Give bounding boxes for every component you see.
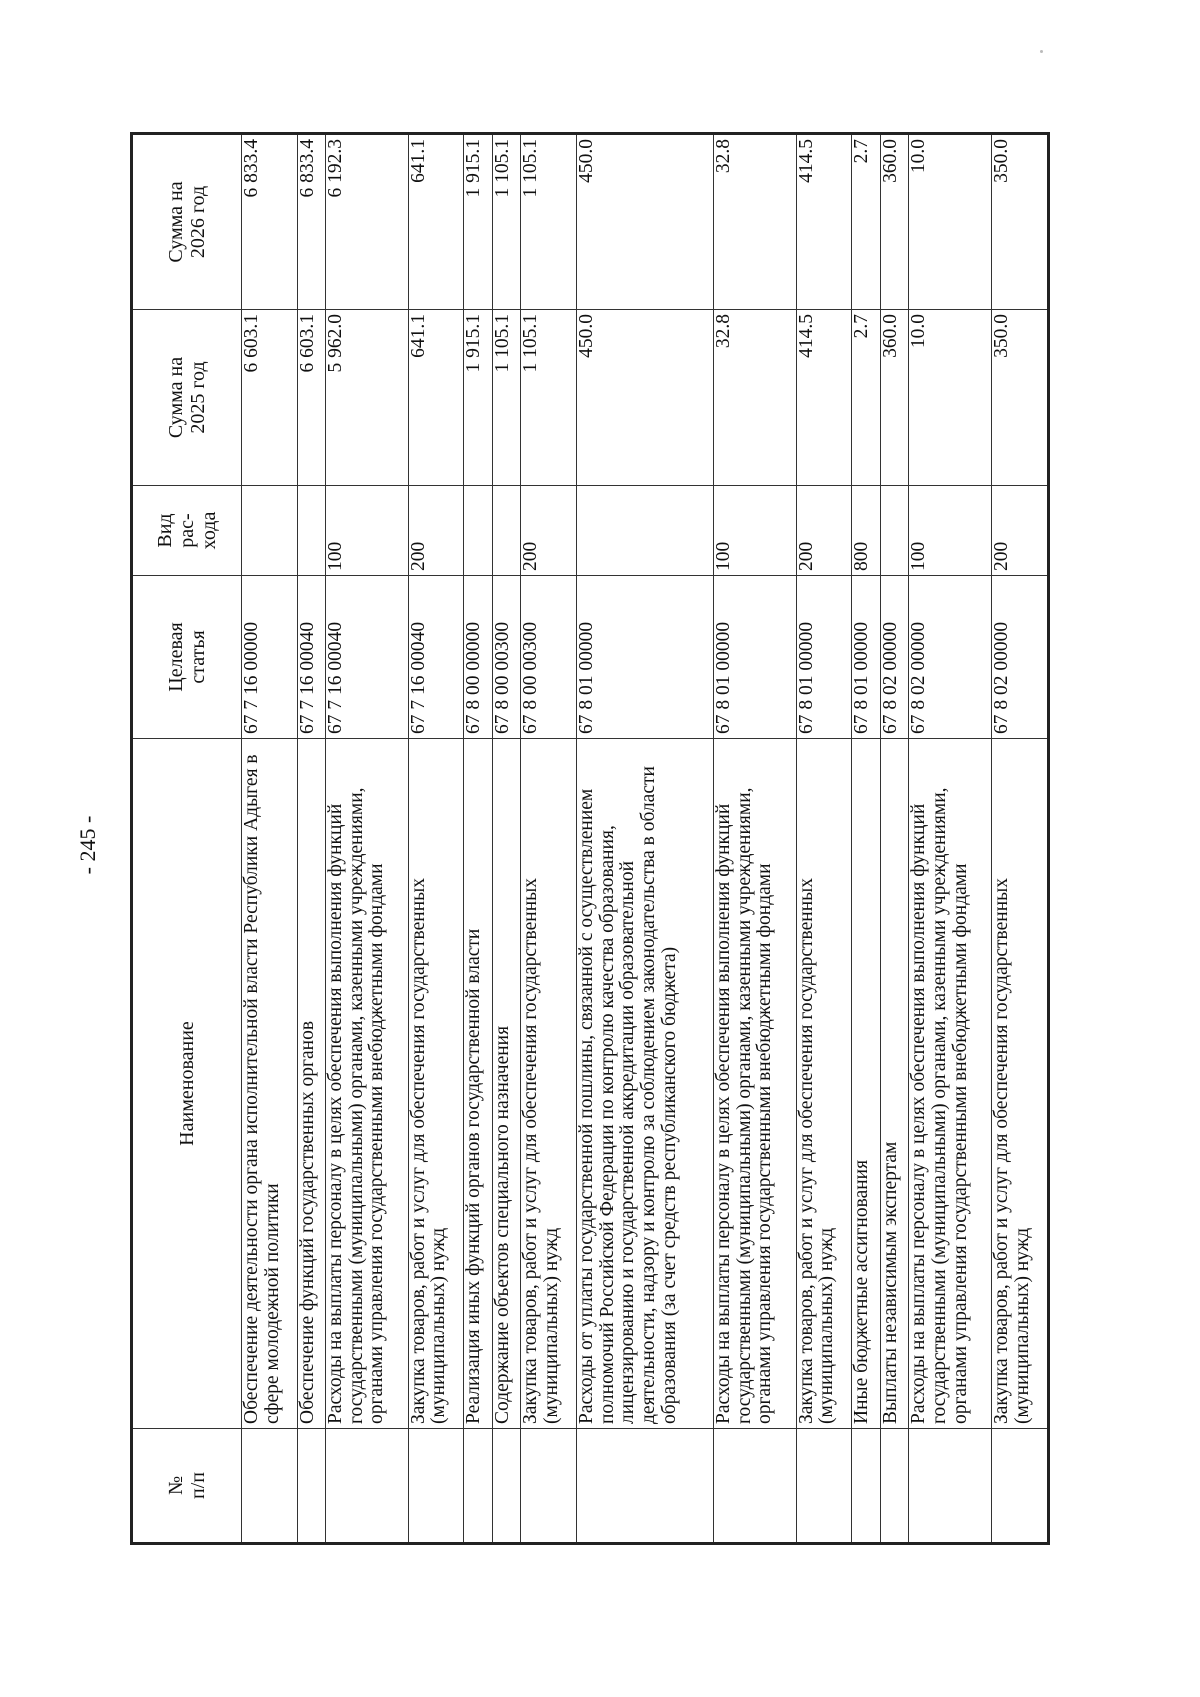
row-num xyxy=(408,1429,464,1544)
table-row xyxy=(909,134,992,1544)
table-header-row xyxy=(132,134,242,1544)
row-name: Расходы от уплаты государственной пошлины, связанной с осуществлением полномочий Российской Федерации по контролю качества образования, лицензированию и государственной аккредитации образовательной деятельности, надзору и контролю за соблюдением законодательства в области образования (за счет средств республиканского бюджета) xyxy=(576,739,713,1429)
table-row xyxy=(242,134,298,1544)
table-row xyxy=(880,134,908,1544)
row-name: Иные бюджетные ассигнования xyxy=(852,739,880,1429)
table-row xyxy=(852,134,880,1544)
row-expense-kind: 200 xyxy=(408,486,464,576)
row-name: Расходы на выплаты персоналу в целях обеспечения выполнения функций государственными (муниципальными) органами, казенными учреждениями, органами управления государственными внебюджетными фондами xyxy=(326,739,409,1429)
row-target-code: 67 8 01 00000 xyxy=(796,576,852,739)
row-num xyxy=(464,1429,492,1544)
row-sum-2025: 641.1 xyxy=(408,310,464,486)
row-sum-2025: 360.0 xyxy=(880,310,908,486)
row-sum-2026: 414.5 xyxy=(796,134,852,310)
row-expense-kind xyxy=(464,486,492,576)
row-num xyxy=(297,1429,325,1544)
table-row xyxy=(326,134,409,1544)
table-body xyxy=(242,134,1049,1544)
row-expense-kind xyxy=(492,486,520,576)
row-sum-2025: 450.0 xyxy=(576,310,713,486)
row-sum-2026: 1 105.1 xyxy=(521,134,577,310)
header-sum-2026: Сумма на 2026 год xyxy=(132,134,242,310)
row-target-code: 67 8 00 00300 xyxy=(521,576,577,739)
rotated-table-container xyxy=(130,135,1050,1545)
table-row xyxy=(464,134,492,1544)
row-sum-2025: 10.0 xyxy=(909,310,992,486)
row-expense-kind: 200 xyxy=(992,486,1049,576)
row-num xyxy=(713,1429,796,1544)
table-row xyxy=(576,134,713,1544)
row-sum-2026: 10.0 xyxy=(909,134,992,310)
row-sum-2025: 1 915.1 xyxy=(464,310,492,486)
row-num xyxy=(909,1429,992,1544)
row-sum-2025: 1 105.1 xyxy=(521,310,577,486)
row-num xyxy=(576,1429,713,1544)
row-name: Расходы на выплаты персоналу в целях обеспечения выполнения функций государственными (муниципальными) органами, казенными учреждениями, органами управления государственными внебюджетными фондами xyxy=(909,739,992,1429)
row-expense-kind: 200 xyxy=(796,486,852,576)
row-sum-2025: 350.0 xyxy=(992,310,1049,486)
header-sum-2025: Сумма на 2025 год xyxy=(132,310,242,486)
header-kind: Вид рас- хода xyxy=(132,486,242,576)
row-name: Закупка товаров, работ и услуг для обеспечения государственных (муниципальных) нужд xyxy=(992,739,1049,1429)
row-expense-kind: 200 xyxy=(521,486,577,576)
row-num xyxy=(880,1429,908,1544)
row-num xyxy=(992,1429,1049,1544)
row-sum-2025: 32.8 xyxy=(713,310,796,486)
row-num xyxy=(326,1429,409,1544)
header-name: Наименование xyxy=(132,739,242,1429)
row-sum-2026: 360.0 xyxy=(880,134,908,310)
row-sum-2026: 6 833.4 xyxy=(297,134,325,310)
row-name: Выплаты независимым экспертам xyxy=(880,739,908,1429)
row-target-code: 67 8 01 00000 xyxy=(576,576,713,739)
row-expense-kind: 800 xyxy=(852,486,880,576)
row-sum-2025: 1 105.1 xyxy=(492,310,520,486)
budget-table xyxy=(130,132,1050,1545)
row-expense-kind: 100 xyxy=(326,486,409,576)
table-row xyxy=(492,134,520,1544)
table-row xyxy=(713,134,796,1544)
row-name: Закупка товаров, работ и услуг для обеспечения государственных (муниципальных) нужд xyxy=(408,739,464,1429)
row-expense-kind xyxy=(297,486,325,576)
row-sum-2026: 450.0 xyxy=(576,134,713,310)
table-row xyxy=(297,134,325,1544)
row-name: Реализация иных функций органов государственной власти xyxy=(464,739,492,1429)
scan-speck xyxy=(1040,50,1043,53)
row-name: Обеспечение функций государственных органов xyxy=(297,739,325,1429)
row-sum-2026: 32.8 xyxy=(713,134,796,310)
table-row xyxy=(408,134,464,1544)
row-target-code: 67 8 00 00300 xyxy=(492,576,520,739)
row-target-code: 67 7 16 00000 xyxy=(242,576,298,739)
row-sum-2026: 1 915.1 xyxy=(464,134,492,310)
row-name: Расходы на выплаты персоналу в целях обеспечения выполнения функций государственными (муниципальными) органами, казенными учреждениями, органами управления государственными внебюджетными фондами xyxy=(713,739,796,1429)
row-name: Закупка товаров, работ и услуг для обеспечения государственных (муниципальных) нужд xyxy=(521,739,577,1429)
row-expense-kind xyxy=(880,486,908,576)
table-row xyxy=(796,134,852,1544)
row-target-code: 67 7 16 00040 xyxy=(297,576,325,739)
row-name: Закупка товаров, работ и услуг для обеспечения государственных (муниципальных) нужд xyxy=(796,739,852,1429)
row-target-code: 67 8 01 00000 xyxy=(852,576,880,739)
table-row xyxy=(992,134,1049,1544)
row-sum-2025: 6 603.1 xyxy=(297,310,325,486)
row-target-code: 67 8 00 00000 xyxy=(464,576,492,739)
row-expense-kind xyxy=(576,486,713,576)
row-target-code: 67 8 02 00000 xyxy=(909,576,992,739)
table-row xyxy=(521,134,577,1544)
row-target-code: 67 8 02 00000 xyxy=(880,576,908,739)
row-target-code: 67 7 16 00040 xyxy=(408,576,464,739)
row-sum-2026: 2.7 xyxy=(852,134,880,310)
row-num xyxy=(492,1429,520,1544)
row-target-code: 67 8 02 00000 xyxy=(992,576,1049,739)
row-expense-kind xyxy=(242,486,298,576)
page-number: - 245 - xyxy=(75,815,100,875)
header-code: Целевая статья xyxy=(132,576,242,739)
row-num xyxy=(852,1429,880,1544)
row-sum-2026: 6 833.4 xyxy=(242,134,298,310)
row-sum-2026: 641.1 xyxy=(408,134,464,310)
row-sum-2026: 6 192.3 xyxy=(326,134,409,310)
row-num xyxy=(521,1429,577,1544)
row-num xyxy=(796,1429,852,1544)
row-sum-2025: 2.7 xyxy=(852,310,880,486)
row-sum-2026: 350.0 xyxy=(992,134,1049,310)
header-num: № п/п xyxy=(132,1429,242,1544)
row-expense-kind: 100 xyxy=(909,486,992,576)
row-sum-2026: 1 105.1 xyxy=(492,134,520,310)
row-target-code: 67 7 16 00040 xyxy=(326,576,409,739)
row-sum-2025: 414.5 xyxy=(796,310,852,486)
row-num xyxy=(242,1429,298,1544)
row-name: Обеспечение деятельности органа исполнительной власти Республики Адыгея в сфере молодежной политики xyxy=(242,739,298,1429)
row-name: Содержание объектов специального назначения xyxy=(492,739,520,1429)
row-sum-2025: 6 603.1 xyxy=(242,310,298,486)
row-expense-kind: 100 xyxy=(713,486,796,576)
row-target-code: 67 8 01 00000 xyxy=(713,576,796,739)
row-sum-2025: 5 962.0 xyxy=(326,310,409,486)
